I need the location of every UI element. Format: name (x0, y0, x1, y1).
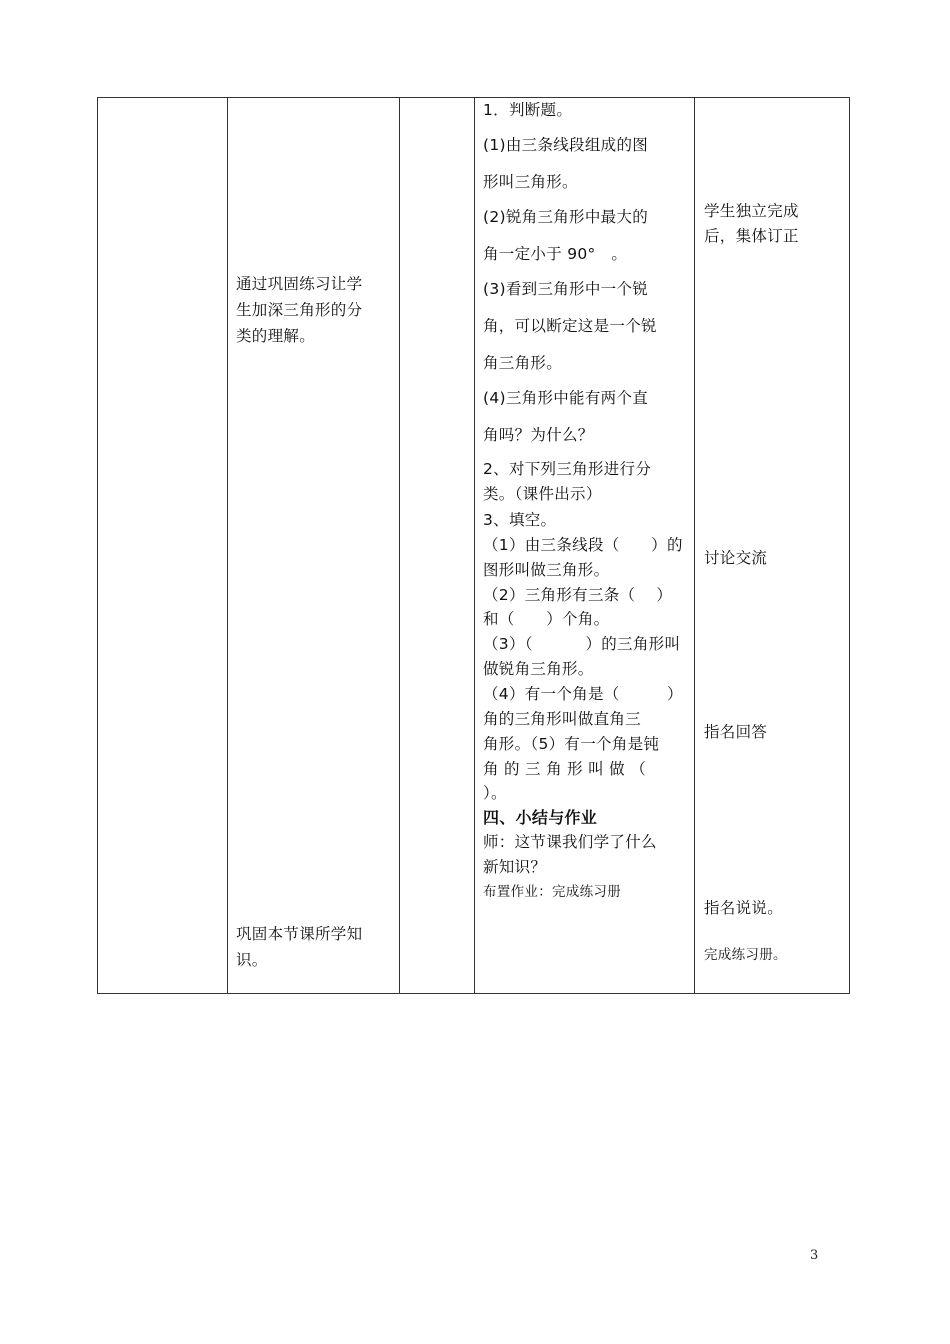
column-divider (399, 97, 400, 994)
question-1-1-line: (1)由三条线段组成的图 (483, 136, 649, 154)
question-1-4-line: (4)三角形中能有两个直 (483, 389, 649, 407)
column-divider (474, 97, 475, 994)
question-3-1-line: （1）由三条线段（ ）的 (483, 536, 683, 554)
question-3-4-line: ）。 (483, 784, 507, 802)
question-1-3-line: (3)看到三角形中一个锐 (483, 280, 649, 298)
purpose-summary-line: 巩固本节课所学知 (236, 925, 363, 943)
question-3-3-line: （3）（ ）的三角形叫 (483, 635, 681, 653)
purpose-practice-line: 类的理解。 (236, 327, 316, 345)
section-title-summary-homework: 四、小结与作业 (483, 808, 598, 827)
purpose-practice-line: 生加深三角形的分 (236, 301, 363, 319)
teacher-question-line: 师：这节课我们学了什么 (483, 833, 657, 851)
activity-independent-line: 学生独立完成 (704, 202, 799, 220)
homework-assignment: 布置作业：完成练习册 (483, 884, 621, 900)
question-1-4-line: 角吗？为什么？ (483, 426, 594, 444)
question-3-3-line: 做锐角三角形。 (483, 660, 594, 678)
activity-say: 指名说说。 (704, 899, 784, 917)
column-divider (227, 97, 228, 994)
page-number: 3 (810, 1248, 819, 1263)
question-1-2-line: 角一定小于 90° 。 (483, 245, 628, 263)
activity-discuss: 讨论交流 (704, 549, 768, 567)
question-3-title: 3、填空。 (483, 511, 557, 529)
activity-independent-line: 后，集体订正 (704, 227, 799, 245)
question-3-1-line: 图形叫做三角形。 (483, 561, 610, 579)
activity-answer: 指名回答 (704, 723, 768, 741)
question-1-2-line: (2)锐角三角形中最大的 (483, 208, 649, 226)
question-3-4-line: 角 的 三 角 形 叫 做 （ (483, 760, 646, 778)
teacher-question-line: 新知识？ (483, 858, 547, 876)
question-3-4-line: 角形。（5）有一个角是钝 (483, 735, 660, 753)
purpose-practice-line: 通过巩固练习让学 (236, 275, 363, 293)
question-3-2-line: 和（ ）个角。 (483, 610, 610, 628)
question-3-2-line: （2）三角形有三条（ ） (483, 586, 673, 604)
activity-workbook: 完成练习册。 (704, 947, 787, 963)
question-1-3-line: 角，可以断定这是一个锐 (483, 317, 657, 335)
question-2-line: 类。（课件出示） (483, 485, 602, 503)
question-1-title: 1．判断题。 (483, 101, 573, 119)
question-1-1-line: 形叫三角形。 (483, 173, 578, 191)
question-2-line: 2、对下列三角形进行分 (483, 460, 652, 478)
question-3-4-line: 角的三角形叫做直角三 (483, 710, 642, 728)
purpose-summary-line: 识。 (236, 951, 268, 969)
column-divider (694, 97, 695, 994)
question-3-4-line: （4）有一个角是（ ） (483, 685, 683, 703)
question-1-3-line: 角三角形。 (483, 354, 563, 372)
